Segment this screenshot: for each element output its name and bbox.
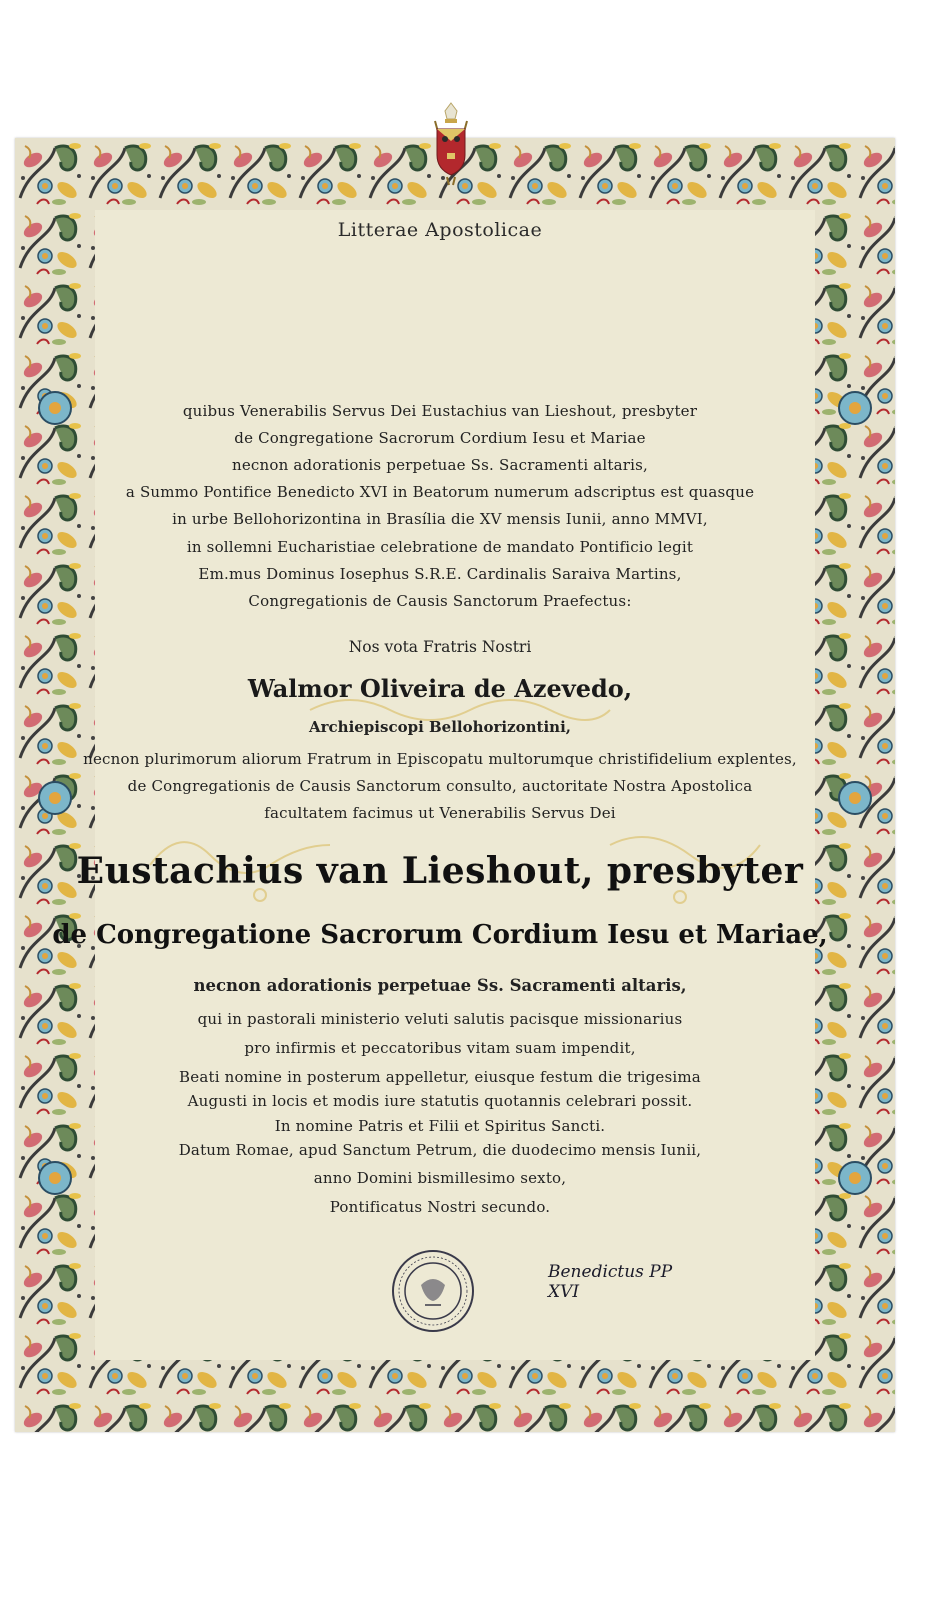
intro-line-1: quibus Venerabilis Servus Dei Eustachius van Lieshout, presbyter	[182, 402, 698, 420]
middle-line-3: facultatem facimus ut Venerabilis Servus Dei	[264, 804, 616, 822]
closing-line-2: pro infirmis et peccatoribus vitam suam impendit,	[244, 1039, 636, 1057]
document-title: Litterae Apostolicae	[337, 219, 543, 241]
middle-line-1: necnon plurimorum aliorum Fratrum in Episcopatu multorumque christifidelium explentes,	[83, 750, 797, 768]
closing-line-4: Augusti in locis et modis iure statutis quotannis celebrari possit.	[187, 1092, 693, 1110]
closing-line-3: Beati nomine in posterum appelletur, eiusque festum die trigesima	[179, 1068, 701, 1086]
seal-stamp	[389, 1247, 477, 1335]
closing-line-8: Pontificatus Nostri secundo.	[329, 1198, 551, 1216]
closing-line-5: In nomine Patris et Filii et Spiritus Sancti.	[274, 1117, 606, 1135]
closing-line-6: Datum Romae, apud Sanctum Petrum, die duodecimo mensis Iunii,	[178, 1141, 702, 1159]
intro-line-8: Congregationis de Causis Sanctorum Praefectus:	[248, 592, 632, 610]
archbishop-name: Walmor Oliveira de Azevedo,	[247, 674, 633, 703]
closing-line-7: anno Domini bismillesimo sexto,	[313, 1169, 567, 1187]
intro-line-3: necnon adorationis perpetuae Ss. Sacramenti altaris,	[231, 456, 649, 474]
intro-line-4: a Summo Pontifice Benedicto XVI in Beatorum numerum adscriptus est quasque	[125, 483, 755, 501]
intro-line-6: in sollemni Eucharistiae celebratione de mandato Pontificio legit	[186, 538, 694, 556]
closing-line-1: qui in pastorali ministerio veluti salutis pacisque missionarius	[197, 1010, 683, 1028]
intro-line-7: Em.mus Dominus Iosephus S.R.E. Cardinalis Saraiva Martins,	[198, 565, 682, 583]
nos-vota-line: Nos vota Fratris Nostri	[348, 638, 532, 656]
congregation-line: de Congregatione Sacrorum Cordium Iesu et Mariae,	[52, 920, 828, 950]
necnon-bold-line: necnon adorationis perpetuae Ss. Sacramenti altaris,	[193, 976, 687, 995]
beatus-name: Eustachius van Lieshout, presbyter	[76, 850, 804, 892]
papal-coat-of-arms	[421, 99, 481, 189]
intro-line-5: in urbe Bellohorizontina in Brasília die XV mensis Iunii, anno MMVI,	[172, 510, 708, 528]
middle-line-2: de Congregationis de Causis Sanctorum consulto, auctoritate Nostra Apostolica	[127, 777, 753, 795]
papal-signature: Benedictus PP XVI	[548, 1262, 673, 1302]
intro-line-2: de Congregatione Sacrorum Cordium Iesu et Mariae	[234, 429, 646, 447]
archbishop-title: Archiepiscopi Bellohorizontini,	[308, 718, 572, 736]
